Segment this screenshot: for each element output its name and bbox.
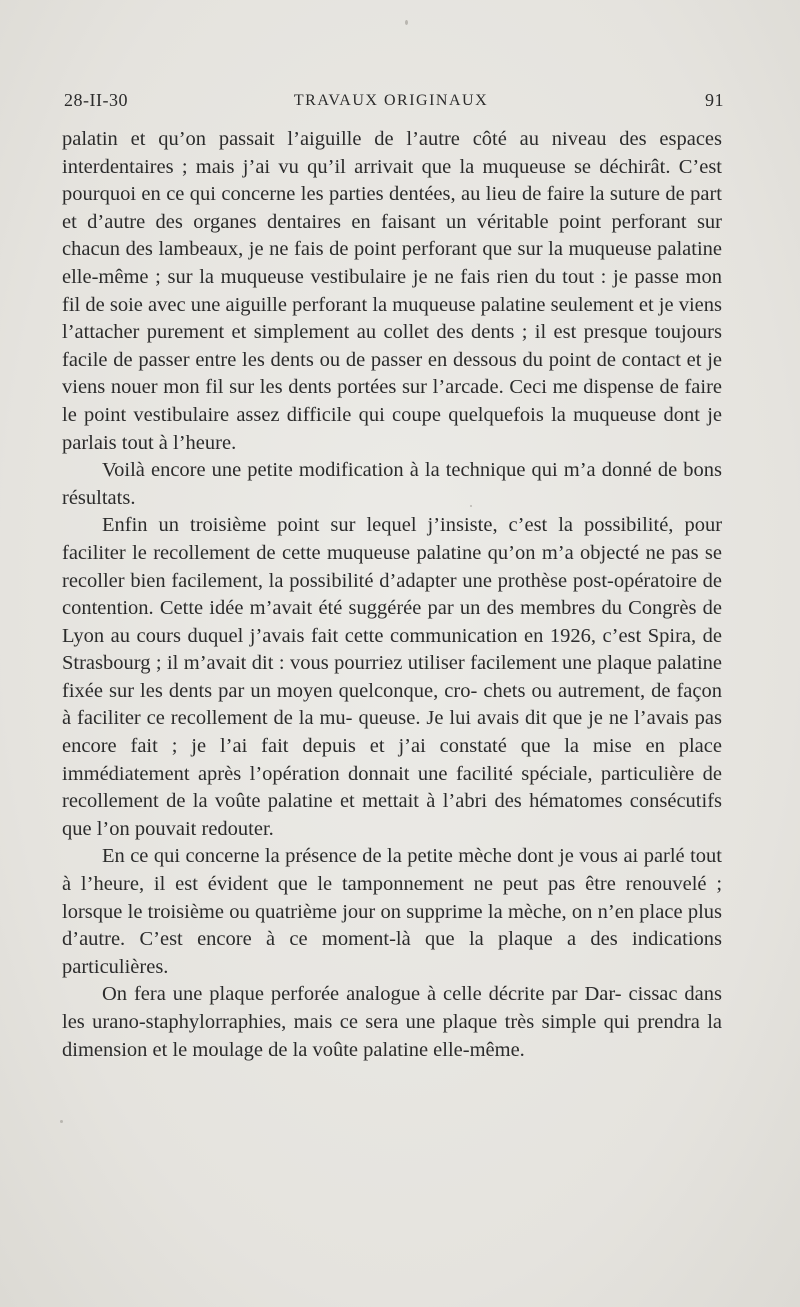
text-line: Voilà encore une petite modification à la technique qui m’a xyxy=(102,459,596,482)
text-line: espaces interdentaires ; mais j’ai vu qu’il arrivait que la muqueuse xyxy=(62,128,722,178)
text-line: de la voûte palatine et mettait à l’abri des hématomes consécutifs xyxy=(166,790,722,813)
paragraph-3 xyxy=(62,512,722,843)
text-line: elle-même. xyxy=(433,1038,525,1061)
paragraph-1 xyxy=(62,126,722,457)
body-text xyxy=(62,126,722,1064)
text-line: il est presque toujours facile de passer entre les dents ou de passer xyxy=(62,321,722,371)
text-line: objecté ne pas se recoller bien facilement, la possibilité d’adapter xyxy=(62,541,722,592)
paragraph-2 xyxy=(62,457,722,512)
text-line: fais de point perforant que sur la muqueuse palatine elle-même ; sur xyxy=(62,238,722,288)
text-line: de soie avec une aiguille perforant la muqueuse palatine seulement xyxy=(85,293,634,316)
text-line: duquel j’avais fait cette communication en 1926, c’est Spira, de xyxy=(187,624,723,647)
text-line: à l’heure. xyxy=(158,431,237,454)
paper-speck xyxy=(60,1120,63,1123)
text-line: été suggérée par un des membres du Congrès de Lyon au cours xyxy=(62,597,722,647)
text-line: faisant un véritable point perforant sur chacun des lambeaux, je ne xyxy=(62,210,723,261)
text-line: On fera une plaque perforée analogue à celle décrite par Dar- xyxy=(102,983,622,1006)
text-line: parlé tout à l’heure, il est évident que le tamponnement ne peut pas xyxy=(62,845,722,896)
text-line: plaque palatine fixée sur les dents par un moyen quelconque, cro- xyxy=(62,652,723,702)
header-date: 28-II-30 xyxy=(64,90,128,110)
text-line: une prothèse post-opératoire de contention. Cette idée m’avait xyxy=(62,569,722,620)
text-line: la mèche, on n’en place plus d’autre. C’est encore à ce moment-là xyxy=(62,900,722,951)
text-line: donné de bons résultats. xyxy=(62,459,722,509)
paper-speck xyxy=(405,20,408,25)
text-line: et je viens l’attacher purement et simplement au collet des dents ; xyxy=(62,293,723,344)
paragraph-4 xyxy=(62,843,722,981)
text-line: la muqueuse vestibulaire je ne fais rien du tout : je passe mon fil xyxy=(62,265,722,316)
text-line: portées sur l’arcade. Ceci me dispense de faire le point vestibulaire xyxy=(62,376,723,426)
text-line: depuis et j’ai constaté que la mise en place immédiatement après xyxy=(62,735,722,785)
text-line: que la plaque a des indications particulières. xyxy=(62,928,722,978)
text-line: chets ou autrement, de façon à faciliter ce recollement de la mu- xyxy=(62,679,722,730)
text-line: pour faciliter le recollement de cette muqueuse palatine qu’on m’a xyxy=(62,514,723,564)
text-line: se déchirât. C’est pourquoi en ce qui concerne les parties dentées, au xyxy=(62,155,722,206)
paragraph-5 xyxy=(62,981,722,1064)
text-line: En ce qui concerne la présence de la petite mèche dont je vous ai xyxy=(102,845,639,868)
running-header xyxy=(64,88,724,116)
text-line: assez difficile qui coupe quelquefois la muqueuse dont je parlais tout xyxy=(62,403,722,454)
text-line: simple qui prendra la dimension et le moulage de la voûte palatine xyxy=(62,1011,722,1061)
text-line: en dessous du point de contact et je viens nouer mon fil sur les dents xyxy=(62,348,722,399)
text-line: être renouvelé ; lorsque le troisième ou quatrième jour on supprime xyxy=(62,873,723,923)
text-line: Enfin un troisième point sur lequel j’insiste, c’est la possibilité, xyxy=(102,514,674,537)
header-running-title: TRAVAUX ORIGINAUX xyxy=(293,92,489,109)
text-line: lieu de faire la suture de part et d’autre des organes dentaires en xyxy=(62,183,723,233)
page-number: 91 xyxy=(705,90,724,110)
text-line: palatin et qu’on passait l’aiguille de l’autre côté au niveau des xyxy=(62,128,647,150)
text-line: que l’on pouvait redouter. xyxy=(62,817,274,840)
text-line: Strasbourg ; il m’avait dit : vous pourriez utiliser facilement une xyxy=(62,652,592,675)
text-line: l’opération donnait une facilité spéciale, particulière de recollement xyxy=(62,762,722,813)
text-line: cissac dans les urano-staphylorraphies, mais ce sera une plaque très xyxy=(62,983,723,1033)
text-line: queuse. Je lui avais dit que je ne l’avais pas encore fait ; je l’ai fait xyxy=(62,707,723,758)
